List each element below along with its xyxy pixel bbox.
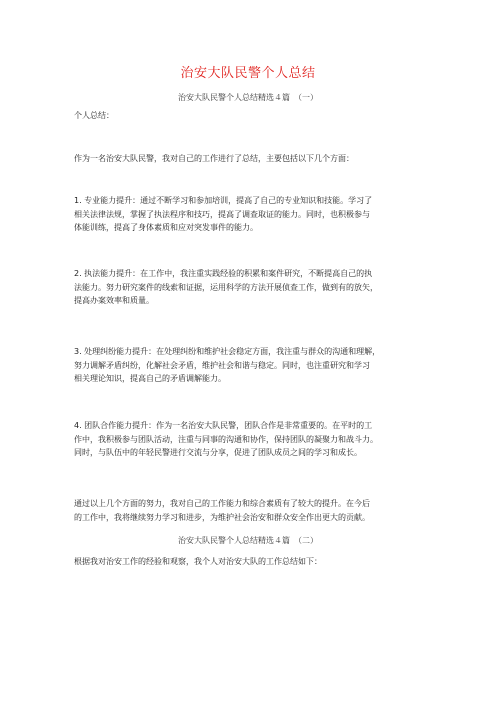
section-subtitle-1: 治安大队民警个人总结精选４篇 （一） (178, 93, 318, 102)
paragraph-2-line: 法能力。努力研究案件的线索和证据，运用科学的方法开展侦查工作，做到有的放矢， (74, 282, 378, 292)
paragraph-5-line: 的工作中，我将继续努力学习和进步，为维护社会治安和群众安全作出更大的贡献。 (74, 512, 370, 522)
document-title: 治安大队民警个人总结 (180, 66, 316, 81)
intro-paragraph: 作为一名治安大队民警，我对自己的工作进行了总结，主要包括以下几个方面： (74, 154, 354, 163)
paragraph-5-line: 通过以上几个方面的努力，我对自己的工作能力和综合素质有了较大的提升。在今后 (74, 499, 370, 508)
paragraph-2-line: 2. 执法能力提升：在工作中，我注重实践经验的积累和案件研究，不断提高自己的执 (74, 269, 373, 278)
paragraph-1-line: 相关法律法规，掌握了执法程序和技巧，提高了调查取证的能力。同时，也积极参与 (74, 209, 370, 219)
paragraph-1-line: 1. 专业能力提升：通过不断学习和参加培训，提高了自己的专业知识和技能。学习了 (74, 196, 373, 205)
paragraph-1-line: 体能训练，提高了身体素质和应对突发事件的能力。 (74, 223, 258, 232)
paragraph-2 (74, 267, 434, 308)
paragraph-3-line: 努力调解矛盾纠纷，化解社会矛盾，维护社会和谐与稳定。同时，也注重研究和学习 (74, 360, 370, 370)
paragraph-4-line: 作中，我积极参与团队活动，注重与同事的沟通和协作，保持团队的凝聚力和战斗力。 (74, 434, 378, 444)
paragraph-2-line: 提高办案效率和质量。 (74, 296, 154, 305)
section-subtitle-2: 治安大队民警个人总结精选４篇 （二） (178, 536, 318, 545)
paragraph-3 (74, 345, 434, 386)
paragraph-4-line: 4. 团队合作能力提升：作为一名治安大队民警，团队合作是非常重要的。在平时的工 (74, 421, 373, 430)
paragraph-3-line: 相关理论知识，提高自己的矛盾调解能力。 (74, 374, 226, 383)
paragraph-1 (74, 194, 434, 235)
paragraph-3-line: 3. 处理纠纷能力提升：在处理纠纷和维护社会稳定方面，我注重与群众的沟通和理解， (74, 347, 381, 356)
paragraph-6: 根据我对治安工作的经验和观察，我个人对治安大队的工作总结如下： (74, 557, 322, 566)
paragraph-5 (74, 497, 434, 524)
greeting: 个人总结： (74, 111, 114, 120)
paragraph-4 (74, 419, 434, 460)
paragraph-4-line: 同时，与队伍中的年轻民警进行交流与分享，促进了团队成员之间的学习和成长。 (74, 448, 362, 457)
